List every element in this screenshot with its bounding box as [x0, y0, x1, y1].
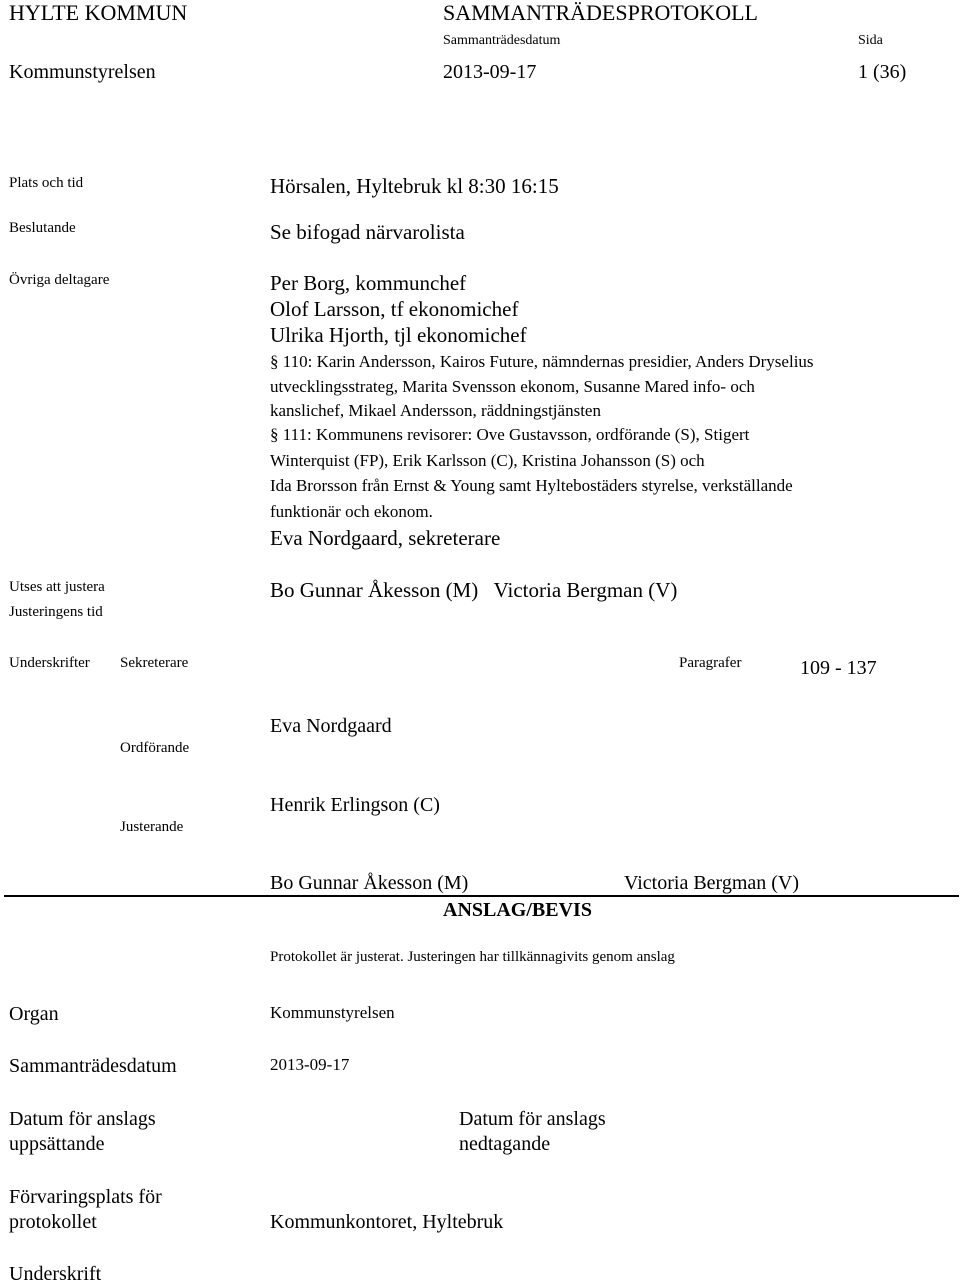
municipality-name: HYLTE KOMMUN [9, 0, 188, 25]
storage-value: Kommunkontoret, Hyltebruk [270, 1211, 504, 1233]
adjuster-label: Justerande [120, 819, 184, 835]
storage-label-cont: protokollet [9, 1211, 97, 1233]
signatures-label: Underskrifter [9, 655, 90, 671]
others-line: Ulrika Hjorth, tjl ekonomichef [270, 323, 527, 347]
signature-label: Underskrift [9, 1263, 102, 1285]
adjust-time-label: Justeringens tid [9, 604, 103, 620]
adjust-label: Utses att justera [9, 579, 105, 595]
notice-date-value: 2013-09-17 [270, 1055, 350, 1074]
others-line: Per Borg, kommunchef [270, 271, 467, 295]
others-label: Övriga deltagare [9, 272, 110, 288]
place-label: Plats och tid [9, 175, 84, 191]
header-body: Kommunstyrelsen [9, 61, 156, 83]
header-page-number: 1 (36) [858, 61, 907, 83]
secretary-name: Eva Nordgaard [270, 715, 392, 737]
section-divider [4, 895, 959, 897]
organ-value: Kommunstyrelsen [270, 1003, 395, 1022]
chair-name: Henrik Erlingson (C) [270, 794, 440, 816]
decision-value: Se bifogad närvarolista [270, 220, 465, 244]
decision-label: Beslutande [9, 220, 76, 236]
section-line: Winterquist (FP), Erik Karlsson (C), Kristina Johansson (S) och [270, 451, 705, 470]
chair-label: Ordförande [120, 740, 190, 756]
section-line: Ida Brorsson från Ernst & Young samt Hyltebostäders styrelse, verkställande [270, 476, 793, 495]
secretary-line: Eva Nordgaard, sekreterare [270, 526, 501, 550]
header-date-label: Sammanträdesdatum [443, 33, 561, 48]
paragraphs-label: Paragrafer [679, 655, 742, 671]
section-line: funktionär och ekonom. [270, 502, 433, 521]
organ-label: Organ [9, 1003, 59, 1025]
section-line: § 110: Karin Andersson, Kairos Future, nämndernas presidier, Anders Dryselius [270, 352, 814, 371]
place-value: Hörsalen, Hyltebruk kl 8:30 16:15 [270, 174, 559, 198]
posted-label: Datum för anslags [9, 1108, 156, 1130]
adjuster-1-name: Bo Gunnar Åkesson (M) [270, 872, 469, 894]
removed-label: Datum för anslags [459, 1108, 606, 1130]
posted-label-cont: uppsättande [9, 1133, 105, 1155]
secretary-label: Sekreterare [120, 655, 189, 671]
notice-date-label: Sammanträdesdatum [9, 1055, 177, 1077]
header-date: 2013-09-17 [443, 61, 537, 83]
paragraphs-value: 109 - 137 [800, 657, 877, 679]
adjusters-value: Bo Gunnar Åkesson (M) Victoria Bergman (V) [270, 578, 678, 602]
header-page-label: Sida [858, 33, 883, 48]
document-title: SAMMANTRÄDESPROTOKOLL [443, 0, 758, 25]
section-line: utvecklingsstrateg, Marita Svensson ekonom, Susanne Mared info- och [270, 377, 755, 396]
adjuster-2-name: Victoria Bergman (V) [624, 872, 800, 894]
removed-label-cont: nedtagande [459, 1133, 551, 1155]
section-line: § 111: Kommunens revisorer: Ove Gustavsson, ordförande (S), Stigert [270, 425, 750, 444]
notice-statement: Protokollet är justerat. Justeringen har tillkännagivits genom anslag [270, 949, 675, 965]
notice-heading: ANSLAG/BEVIS [443, 899, 592, 921]
section-line: kanslichef, Mikael Andersson, räddningstjänsten [270, 401, 601, 420]
others-line: Olof Larsson, tf ekonomichef [270, 297, 519, 321]
storage-label: Förvaringsplats för [9, 1186, 162, 1208]
